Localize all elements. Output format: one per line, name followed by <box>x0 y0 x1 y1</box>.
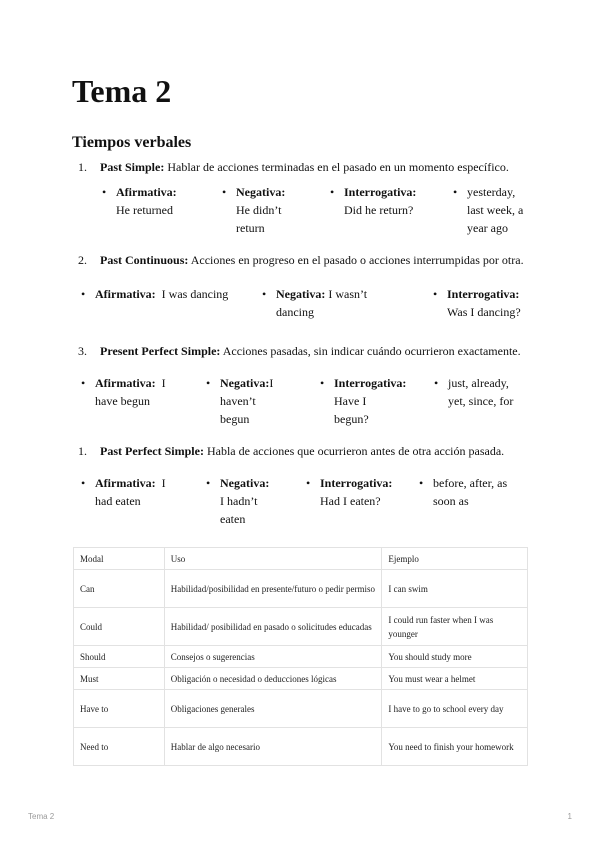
table-cell: You need to finish your homework <box>382 728 528 766</box>
section-number: 1. <box>78 444 87 458</box>
section-number: 3. <box>78 344 87 358</box>
bullet-text: yesterday, <box>467 185 516 199</box>
bullet-label: Interrogativa: <box>334 376 407 390</box>
bullet-text: begun <box>220 412 250 426</box>
bullet-text: I hadn’t <box>220 494 258 508</box>
footer-page-number: 1 <box>567 812 572 821</box>
bullet-dot: • <box>262 287 267 301</box>
bullet-label: Afirmativa: <box>95 287 156 301</box>
bullet-text: begun? <box>334 412 369 426</box>
bullet-dot: • <box>434 376 439 390</box>
table-cell: Obligaciones generales <box>164 690 382 728</box>
bullet-item <box>306 474 393 510</box>
table-cell: Have to <box>74 690 165 728</box>
bullet-text: before, after, as <box>433 476 508 490</box>
bullet-text: I <box>269 376 274 390</box>
bullet-item <box>433 285 521 321</box>
bullet-item <box>81 374 166 410</box>
bullet-item <box>206 474 270 528</box>
table-header-cell: Ejemplo <box>382 548 528 570</box>
bullet-text: He didn’t <box>236 203 282 217</box>
bullet-dot: • <box>81 376 86 390</box>
bullet-dot: • <box>320 376 325 390</box>
bullet-label: Afirmativa: <box>95 476 156 490</box>
section-description: Hablar de acciones terminadas en el pasado en un momento específico. <box>164 160 509 174</box>
bullet-text: had eaten <box>95 494 141 508</box>
table-cell: Habilidad/posibilidad en presente/futuro o pedir permiso <box>164 570 382 608</box>
section-name: Present Perfect Simple: <box>100 344 221 358</box>
bullet-text: I was dancing <box>161 287 229 301</box>
section-description: Acciones en progreso en el pasado o acciones interrumpidas por otra. <box>188 253 524 267</box>
bullet-text: Have I <box>334 394 367 408</box>
table-cell: I can swim <box>382 570 528 608</box>
section-heading <box>78 159 509 175</box>
bullet-text: have begun <box>95 394 150 408</box>
bullet-label: Interrogativa: <box>447 287 520 301</box>
bullet-item <box>434 374 514 410</box>
table-cell: Can <box>74 570 165 608</box>
table-row <box>74 668 528 690</box>
table-cell: Must <box>74 668 165 690</box>
table-cell: You should study more <box>382 646 528 668</box>
section-name: Past Perfect Simple: <box>100 444 204 458</box>
table-cell: Should <box>74 646 165 668</box>
bullet-text: haven’t <box>220 394 256 408</box>
bullet-label: Interrogativa: <box>344 185 417 199</box>
bullet-label: Afirmativa: <box>95 376 156 390</box>
section-name: Past Continuous: <box>100 253 189 267</box>
section-number: 1. <box>78 160 87 174</box>
bullet-dot: • <box>102 185 107 199</box>
bullet-item <box>262 285 368 321</box>
bullet-item <box>419 474 508 510</box>
table-header-cell: Uso <box>164 548 382 570</box>
table-row <box>74 570 528 608</box>
section-name: Past Simple: <box>100 160 165 174</box>
table-row <box>74 728 528 766</box>
bullet-dot: • <box>206 476 211 490</box>
bullet-text: I wasn’t <box>328 287 368 301</box>
table-cell: Obligación o necesidad o deducciones lógicas <box>164 668 382 690</box>
table-cell: Consejos o sugerencias <box>164 646 382 668</box>
table-header-cell: Modal <box>74 548 165 570</box>
bullet-label: Negativa: <box>220 476 270 490</box>
section-heading <box>78 443 504 459</box>
section-subtitle: Tiempos verbales <box>72 134 192 151</box>
table-row <box>74 690 528 728</box>
bullet-item <box>102 183 177 219</box>
bullet-dot: • <box>330 185 335 199</box>
bullet-text: Was I dancing? <box>447 305 521 319</box>
bullet-item <box>206 374 274 428</box>
bullet-label: Negativa: <box>236 185 286 199</box>
table-row <box>74 608 528 646</box>
bullet-text: He returned <box>116 203 173 217</box>
bullet-item <box>330 183 417 219</box>
table-header-row <box>74 548 528 570</box>
bullet-dot: • <box>81 476 86 490</box>
table-cell: Hablar de algo necesario <box>164 728 382 766</box>
bullet-text: I <box>161 376 166 390</box>
bullet-text: yet, since, for <box>448 394 514 408</box>
bullet-item <box>453 183 524 237</box>
bullet-dot: • <box>81 287 86 301</box>
bullet-dot: • <box>222 185 227 199</box>
bullet-label: Afirmativa: <box>116 185 177 199</box>
bullet-item <box>222 183 286 237</box>
table-cell: Could <box>74 608 165 646</box>
bullet-text: last week, a <box>467 203 524 217</box>
bullet-text: year ago <box>467 221 508 235</box>
bullet-item <box>81 474 166 510</box>
bullet-text: eaten <box>220 512 246 526</box>
bullet-label: Interrogativa: <box>320 476 393 490</box>
table-cell: Habilidad/ posibilidad en pasado o solicitudes educadas <box>164 608 382 646</box>
table-cell: Need to <box>74 728 165 766</box>
bullet-text: I <box>161 476 166 490</box>
section-number: 2. <box>78 253 87 267</box>
bullet-dot: • <box>306 476 311 490</box>
bullet-text: Did he return? <box>344 203 414 217</box>
bullet-text: just, already, <box>448 376 509 390</box>
table-cell: I could run faster when I was younger <box>382 608 528 646</box>
section-description: Habla de acciones que ocurrieron antes de otra acción pasada. <box>203 444 505 458</box>
section-description: Acciones pasadas, sin indicar cuándo ocurrieron exactamente. <box>220 344 521 358</box>
section-heading <box>78 343 521 359</box>
bullet-text: Had I eaten? <box>320 494 381 508</box>
page-title: Tema 2 <box>72 73 172 109</box>
bullet-dot: • <box>206 376 211 390</box>
bullet-dot: • <box>453 185 458 199</box>
bullet-text: dancing <box>276 305 314 319</box>
table-cell: I have to go to school every day <box>382 690 528 728</box>
bullet-text: return <box>236 221 265 235</box>
modal-verbs-table <box>73 547 528 766</box>
table-cell: You must wear a helmet <box>382 668 528 690</box>
bullet-dot: • <box>419 476 424 490</box>
bullet-label: Negativa: <box>220 376 270 390</box>
bullet-label: Negativa: <box>276 287 326 301</box>
bullet-dot: • <box>433 287 438 301</box>
bullet-item <box>81 285 229 303</box>
bullet-item <box>320 374 407 428</box>
footer-document-name: Tema 2 <box>28 812 55 821</box>
bullet-text: soon as <box>433 494 469 508</box>
section-heading <box>78 252 524 268</box>
table-row <box>74 646 528 668</box>
